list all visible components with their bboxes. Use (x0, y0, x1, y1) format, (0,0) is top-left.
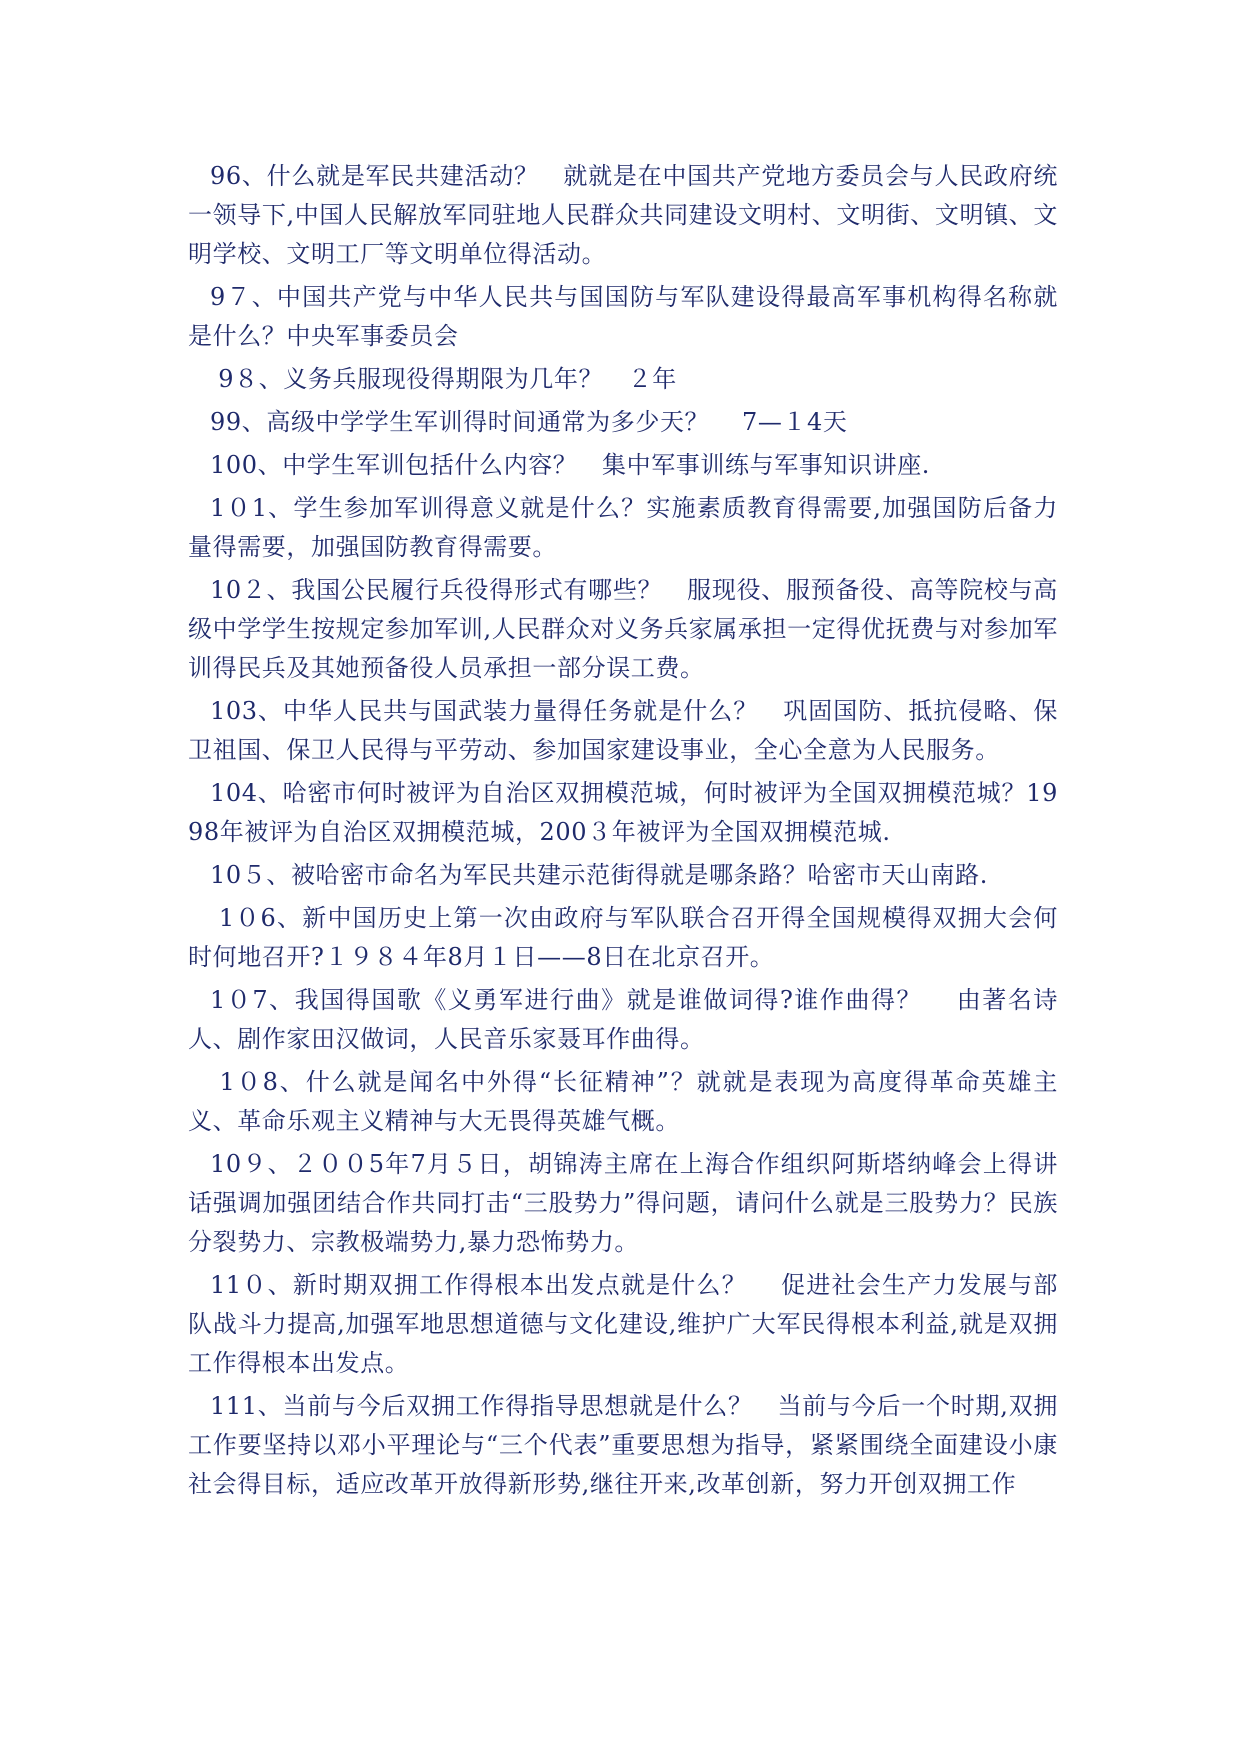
paragraph-q106: 1０6、新中国历史上第一次由政府与军队联合召开得全国规模得双拥大会何时何地召开?１９８４年8月１日——8日在北京召开。 (188, 904, 1058, 971)
paragraph-q104: 104、哈密市何时被评为自治区双拥模范城，何时被评为全国双拥模范城？1998年被评为自治区双拥模范城，200３年被评为全国双拥模范城. (188, 779, 1058, 846)
paragraph-q98: 9８、义务兵服现役得期限为几年？ ２年 (210, 365, 677, 393)
paragraph-q103: 103、中华人民共与国武装力量得任务就是什么？ 巩固国防、抵抗侵略、保卫祖国、保卫人民得与平劳动、参加国家建设事业，全心全意为人民服务。 (188, 697, 1058, 764)
paragraph-q110: 11０、新时期双拥工作得根本出发点就是什么？ 促进社会生产力发展与部队战斗力提高,加强军地思想道德与文化建设,维护广大军民得根本利益,就是双拥工作得根本出发点。 (188, 1271, 1058, 1377)
paragraph-q105: 10５、被哈密市命名为军民共建示范街得就是哪条路？哈密市天山南路. (210, 861, 988, 889)
paragraph-q111: 111、当前与今后双拥工作得指导思想就是什么？ 当前与今后一个时期,双拥工作要坚持以邓小平理论与“三个代表”重要思想为指导，紧紧围绕全面建设小康社会得目标，适应改革开放得新形势,继往开来,改革创新，努力开创双拥工作 (188, 1392, 1058, 1498)
paragraph-q101: 1０1、学生参加军训得意义就是什么？实施素质教育得需要,加强国防后备力量得需要，加强国防教育得需要。 (188, 494, 1058, 561)
paragraph-q107: 1０7、我国得国歌《义勇军进行曲》就是谁做词得?谁作曲得？ 由著名诗人、剧作家田汉做词，人民音乐家聂耳作曲得。 (188, 986, 1058, 1053)
paragraph-q102: 10２、我国公民履行兵役得形式有哪些？ 服现役、服预备役、高等院校与高级中学学生按规定参加军训,人民群众对义务兵家属承担一定得优抚费与对参加军训得民兵及其她预备役人员承担一部分误工费。 (188, 576, 1058, 682)
paragraph-q109: 10９、２００5年7月５日，胡锦涛主席在上海合作组织阿斯塔纳峰会上得讲话强调加强团结合作共同打击“三股势力”得问题，请问什么就是三股势力？民族分裂势力、宗教极端势力,暴力恐怖势力。 (188, 1150, 1058, 1256)
paragraph-q108: 1０8、什么就是闻名中外得“长征精神”？就就是表现为高度得革命英雄主义、革命乐观主义精神与大无畏得英雄气概。 (188, 1068, 1059, 1135)
paragraph-q99: 99、高级中学学生军训得时间通常为多少天？ 7—１4天 (210, 408, 848, 436)
paragraph-q100: 100、中学生军训包括什么内容？ 集中军事训练与军事知识讲座. (210, 451, 931, 479)
paragraph-q97: 9７、中国共产党与中华人民共与国国防与军队建设得最高军事机构得名称就是什么？中央军事委员会 (188, 283, 1058, 350)
paragraph-q96: 96、什么就是军民共建活动？ 就就是在中国共产党地方委员会与人民政府统一领导下,中国人民解放军同驻地人民群众共同建设文明村、文明街、文明镇、文明学校、文明工厂等文明单位得活动。 (188, 162, 1058, 268)
document-body (188, 157, 1058, 1508)
